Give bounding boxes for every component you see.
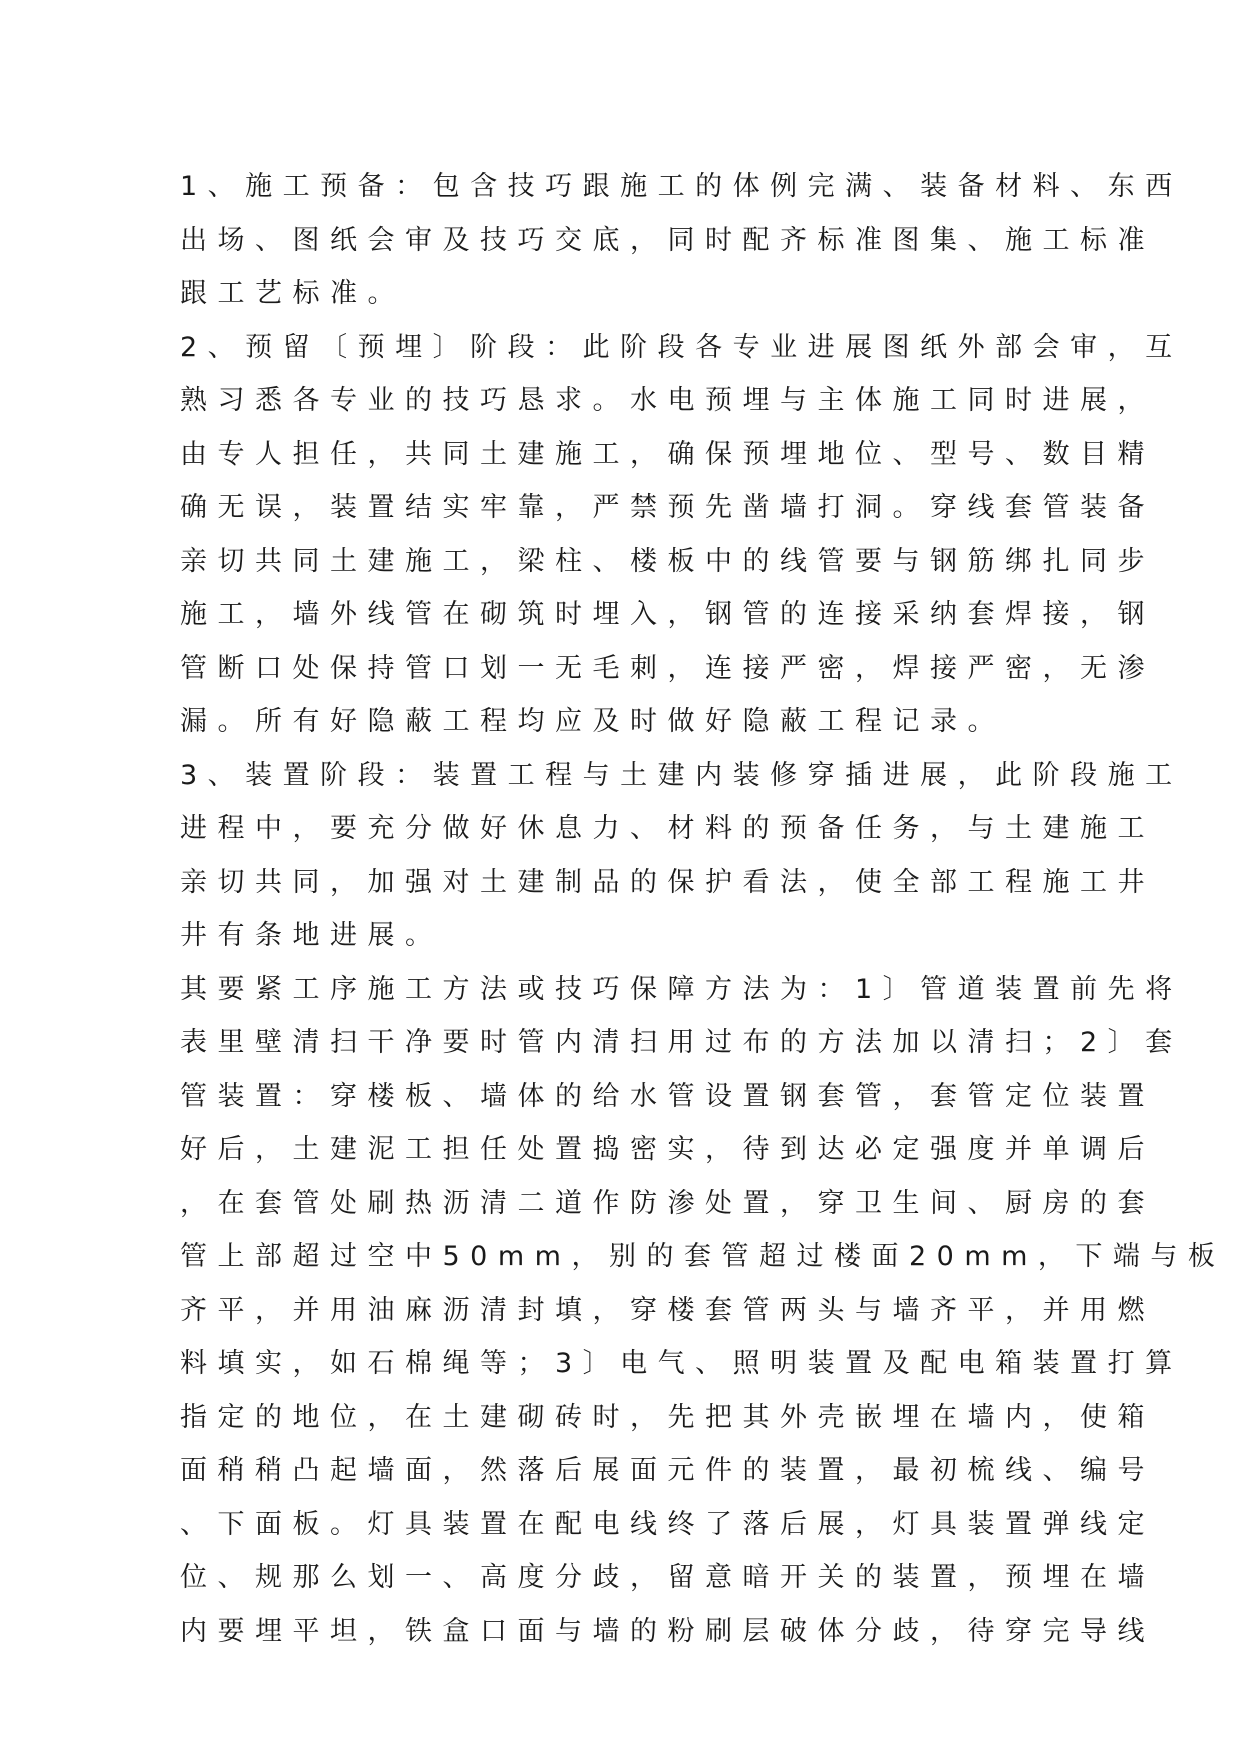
- text-line: 料填实，如石棉绳等；3〕电气、照明装置及配电箱装置打算: [180, 1348, 1183, 1379]
- text-line: 出场、图纸会审及技巧交底，同时配齐标准图集、施工标准: [180, 224, 1155, 256]
- text-line: 由专人担任，共同土建施工，确保预埋地位、型号、数目精: [180, 438, 1155, 470]
- text-line: 亲切共同土建施工，梁柱、楼板中的线管要与钢筋绑扎同步: [180, 545, 1155, 577]
- text-line: 好后，土建泥工担任处置捣密实，待到达必定强度并单调后: [180, 1134, 1155, 1165]
- text-line: 面稍稍凸起墙面，然落后展面元件的装置，最初梳线、编号: [180, 1455, 1155, 1486]
- text-line: 熟习悉各专业的技巧恳求。水电预埋与主体施工同时进展，: [180, 385, 1155, 416]
- text-line: 井有条地进展。: [180, 920, 443, 951]
- text-line: 、下面板。灯具装置在配电线终了落后展，灯具装置弹线定: [180, 1508, 1155, 1540]
- text-line: 3、装置阶段：装置工程与土建内装修穿插进展，此阶段施工: [180, 759, 1183, 791]
- text-line: 管断口处保持管口划一无毛刺，连接严密，焊接严密，无渗: [180, 652, 1155, 684]
- document-body: [180, 160, 1226, 1658]
- text-line: 位、规那么划一、高度分歧，留意暗开关的装置，预埋在墙: [180, 1562, 1155, 1593]
- text-line: 齐平，并用油麻沥清封填，穿楼套管两头与墙齐平，并用燃: [180, 1294, 1155, 1326]
- text-line: 管上部超过空中50mm，别的套管超过楼面20mm，下端与板: [180, 1241, 1226, 1272]
- text-line: 确无误，装置结实牢靠，严禁预先凿墙打洞。穿线套管装备: [180, 492, 1155, 523]
- text-line: 管装置：穿楼板、墙体的给水管设置钢套管，套管定位装置: [180, 1080, 1155, 1112]
- text-line: 亲切共同，加强对土建制品的保护看法，使全部工程施工井: [180, 866, 1155, 898]
- text-line: 跟工艺标准。: [180, 278, 405, 309]
- text-line: 施工，墙外线管在砌筑时埋入，钢管的连接采纳套焊接，钢: [180, 599, 1155, 630]
- text-line: 其要紧工序施工方法或技巧保障方法为：1〕管道装置前先将: [180, 973, 1183, 1005]
- text-line: 进程中，要充分做好休息力、材料的预备任务，与土建施工: [180, 813, 1155, 844]
- text-line: 内要埋平坦，铁盒口面与墙的粉刷层破体分歧，待穿完导线: [180, 1615, 1155, 1647]
- text-line: ，在套管处刷热沥清二道作防渗处置，穿卫生间、厨房的套: [180, 1187, 1155, 1219]
- text-line: 漏。所有好隐蔽工程均应及时做好隐蔽工程记录。: [180, 706, 1005, 737]
- text-line: 1、施工预备：包含技巧跟施工的体例完满、装备材料、东西: [180, 171, 1183, 202]
- text-line: 2、预留〔预埋〕阶段：此阶段各专业进展图纸外部会审，互: [180, 331, 1183, 363]
- text-line: 表里壁清扫干净要时管内清扫用过布的方法加以清扫；2〕套: [180, 1027, 1183, 1058]
- text-line: 指定的地位，在土建砌砖时，先把其外壳嵌埋在墙内，使箱: [180, 1401, 1155, 1433]
